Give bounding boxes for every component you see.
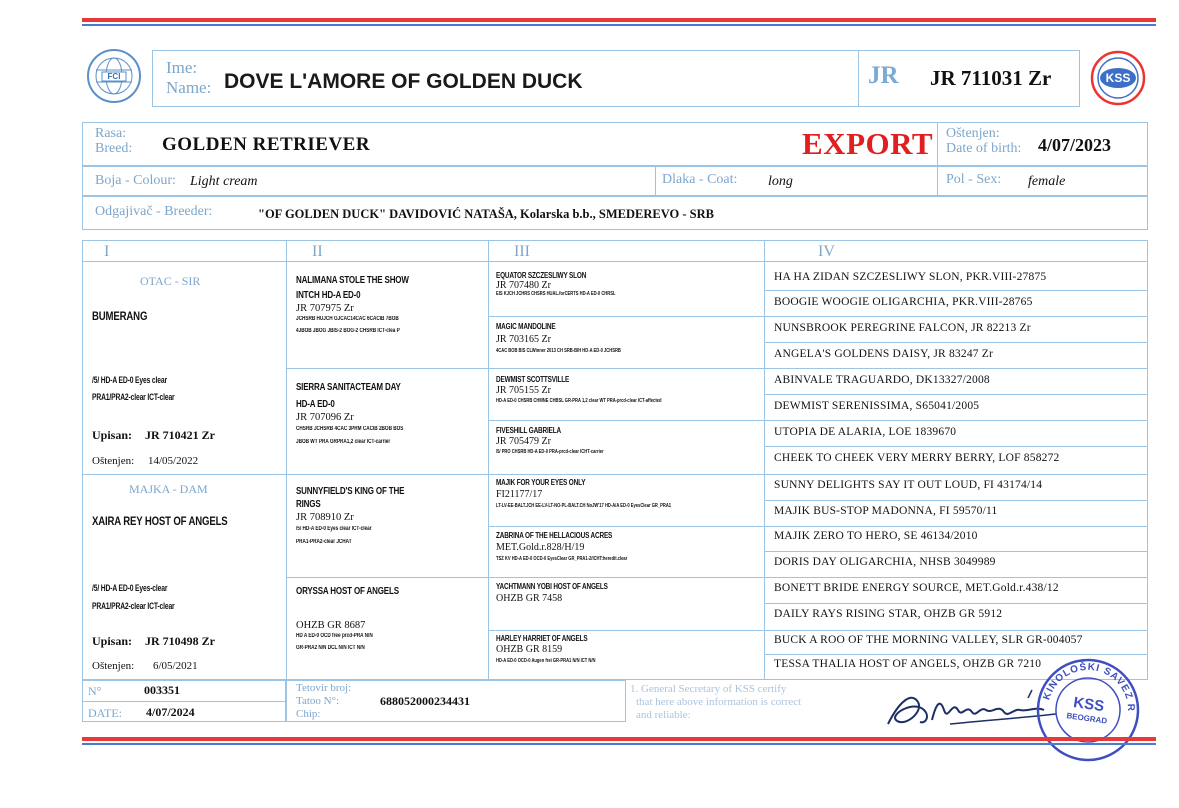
gen4-line-11 — [764, 551, 1148, 552]
gen4-ancestor-12: DORIS DAY OLIGARCHIA, NHSB 3049989 — [774, 556, 996, 568]
gen2-cell-1 — [296, 275, 486, 334]
gen3-1-name: EQUATOR SZCZESLIWY SLON — [496, 271, 587, 280]
gen3-8-name: HARLEY HARRIET OF ANGELS — [496, 634, 588, 643]
sire-born-label: Oštenjen: — [92, 455, 135, 467]
gen4-ancestor-3: NUNSBROOK PEREGRINE FALCON, JR 82213 Zr — [774, 322, 1031, 334]
gen4-ancestor-9: SUNNY DELIGHTS SAY IT OUT LOUD, FI 43174/14 — [774, 479, 1043, 491]
breed-label-local: Rasa: — [95, 126, 127, 141]
gen3-cell-7 — [496, 582, 762, 604]
gen4-line-14 — [764, 630, 1148, 631]
gen2-4-reg: OHZB GR 8687 — [296, 620, 366, 631]
gen3-1-reg: JR 707480 Zr — [496, 280, 551, 291]
gen3-cell-6 — [496, 531, 762, 562]
kss-logo-text: KSS — [1105, 71, 1131, 85]
gen4-ancestor-4: ANGELA'S GOLDENS DAISY, JR 83247 Zr — [774, 348, 994, 360]
gen2-3-reg: JR 708910 Zr — [296, 512, 354, 523]
gen2-3-name1: SUNNYFIELD'S KING OF THE — [296, 486, 405, 497]
gen4-line-8 — [764, 474, 1148, 475]
export-stamp: EXPORT — [802, 126, 934, 161]
gen3-cell-1 — [496, 271, 762, 297]
column-header-2: II — [312, 243, 323, 260]
tattoo-label-3: Chip: — [296, 708, 321, 720]
name-label-local: Ime: — [166, 58, 198, 77]
gen4-line-7 — [764, 446, 1148, 447]
dam-born-label: Oštenjen: — [92, 660, 135, 672]
dob-label-en: Date of birth: — [946, 141, 1022, 156]
dob-divider — [937, 122, 938, 166]
gen4-ancestor-8: CHEEK TO CHEEK VERY MERRY BERRY, LOF 858272 — [774, 452, 1060, 464]
gen2-2-reg: JR 707096 Zr — [296, 412, 354, 423]
gen3-3-name: DEWMIST SCOTTSVILLE — [496, 375, 570, 384]
gen2-3-title1: /5/ HD-A ED-0 Eyes clear ICT-clear — [296, 526, 372, 532]
bottom-stripe-blue — [82, 743, 1156, 745]
col-divider-3 — [764, 240, 765, 680]
gen4-ancestor-1: HA HA ZIDAN SZCZESLIWY SLON, PKR.VIII-27875 — [774, 271, 1047, 283]
gen2-4-title1: HD A ED-0 OCD free prcd-PRA N/N — [296, 633, 373, 639]
top-stripe-blue — [82, 24, 1156, 26]
gen4-line-9 — [764, 500, 1148, 501]
kss-stamp — [1027, 649, 1149, 771]
gen3-2-reg: JR 703165 Zr — [496, 334, 551, 345]
number-label: N° — [88, 684, 102, 698]
column-header-1: I — [104, 243, 110, 260]
gen3-2-title: 4CAC BOB BIS CLWinner 2013 CH SRB-BIH HD-A ED-0 JCHSRB — [496, 348, 621, 354]
kss-logo — [1090, 50, 1146, 106]
colour-label: Boja - Colour: — [95, 173, 176, 188]
gen2-2-title2: JBOB WT PRA GRPRA1,2 clear ICT-carrier — [296, 439, 391, 445]
sire-name: BUMERANG — [92, 309, 148, 323]
coat-label: Dlaka - Coat: — [662, 172, 738, 187]
gen4-ancestor-16: TESSA THALIA HOST OF ANGELS, OHZB GR 7210 — [774, 658, 1042, 670]
gen3-4-name: FIVESHILL GABRIELA — [496, 426, 561, 435]
gen2-1-name2: INTCH HD-A ED-0 — [296, 290, 361, 301]
gen3-5-reg: FI21177/17 — [496, 489, 543, 500]
column-header-3: III — [514, 243, 530, 260]
gen3-cell-8 — [496, 634, 762, 664]
dam-reg-label: Upisan: — [92, 634, 133, 648]
tattoo-label-2: Tatoo N°: — [296, 695, 340, 707]
gen3-3-reg: JR 705155 Zr — [496, 385, 551, 396]
certify-line-3: and reliable: — [636, 709, 691, 721]
dam-reg: JR 710498 Zr — [145, 634, 215, 648]
gen3-1-title: EIS KJCH JCHRS CHSRS HUAL.forCERTS HD-A ED-0 CHRSL — [496, 291, 616, 297]
gen3-line-1 — [488, 316, 766, 317]
gen3-5-name: MAJIK FOR YOUR EYES ONLY — [496, 478, 586, 487]
col-divider-1 — [286, 240, 287, 680]
sex-label: Pol - Sex: — [946, 172, 1002, 187]
sire-reg: JR 710421 Zr — [145, 428, 215, 442]
gen2-2-name2: HD-A ED-0 — [296, 399, 335, 410]
gen3-line-7 — [488, 630, 766, 631]
gen4-ancestor-7: UTOPIA DE ALARIA, LOE 1839670 — [774, 426, 957, 438]
gen4-ancestor-13: BONETT BRIDE ENERGY SOURCE, MET.Gold.r.438/12 — [774, 582, 1059, 594]
dob-value: 4/07/2023 — [1038, 135, 1112, 155]
dog-name: DOVE L'AMORE OF GOLDEN DUCK — [224, 70, 583, 93]
gen4-line-3 — [764, 342, 1148, 343]
gen2-4-title2: GR-PRA2 N/N DCL N/N ICT N/N — [296, 645, 365, 651]
gen4-ancestor-2: BOOGIE WOOGIE OLIGARCHIA, PKR.VIII-28765 — [774, 296, 1033, 308]
column-header-4: IV — [818, 243, 835, 260]
number-value: 003351 — [144, 683, 180, 697]
gen1-split — [82, 474, 288, 475]
gen3-4-title: /5/ PRO CHSRB HD-A ED-0 PRA-prcd-clear ICHT-carrier — [496, 449, 604, 455]
top-stripe-red — [82, 18, 1156, 22]
gen3-cell-5 — [496, 478, 762, 509]
col-header-line — [82, 261, 1148, 262]
gen2-2-name1: SIERRA SANITACTEAM DAY — [296, 382, 401, 393]
gen4-line-2 — [764, 316, 1148, 317]
dam-born: 6/05/2021 — [153, 660, 198, 672]
gen4-line-12 — [764, 577, 1148, 578]
gen2-line-1 — [286, 368, 490, 369]
gen3-line-3 — [488, 420, 766, 421]
gen3-line-5 — [488, 526, 766, 527]
dam-name: XAIRA REY HOST OF ANGELS — [92, 514, 228, 528]
reg-prefix: JR — [868, 62, 899, 89]
gen4-ancestor-15: BUCK A ROO OF THE MORNING VALLEY, SLR GR-004057 — [774, 634, 1083, 646]
breed-label-en: Breed: — [95, 141, 133, 156]
dam-health-2: PRA1/PRA2-clear ICT-clear — [92, 601, 175, 611]
sire-reg-label: Upisan: — [92, 428, 133, 442]
coat-value: long — [768, 174, 793, 189]
gen3-7-reg: OHZB GR 7458 — [496, 593, 563, 604]
gen2-cell-2 — [296, 382, 486, 445]
date-value: 4/07/2024 — [146, 705, 195, 719]
sire-health-1: /5/ HD-A ED-0 Eyes clear — [92, 375, 167, 385]
stamp-center-kss: KSS — [1072, 693, 1106, 716]
breed-value: GOLDEN RETRIEVER — [162, 134, 371, 155]
gen4-ancestor-11: MAJIK ZERO TO HERO, SE 46134/2010 — [774, 530, 978, 542]
gen3-6-reg: MET.Gold.r.828/H/19 — [496, 542, 585, 553]
stamp-ring-text: KINOLOŠKI SAVEZ REPUBLIKE — [1041, 661, 1137, 713]
gen4-line-5 — [764, 394, 1148, 395]
gen2-cell-3 — [296, 486, 486, 545]
date-label: DATE: — [88, 706, 122, 720]
gen3-cell-4 — [496, 426, 762, 455]
gen3-6-name: ZABRINA OF THE HELLACIOUS ACRES — [496, 531, 613, 540]
bottom-stripe-red — [82, 737, 1156, 741]
gen2-1-title1: JCHSRB HUJCH GJCAC14CAC 6CACIB 7BOB — [296, 316, 399, 322]
dam-health-1: /5/ HD-A ED-0 Eyes-clear — [92, 583, 168, 593]
reg-number: JR 711031 Zr — [930, 66, 1052, 90]
gen2-line-2 — [286, 474, 490, 475]
colour-divider-1 — [655, 166, 656, 196]
fci-logo-text: FCI — [107, 72, 121, 81]
gen4-ancestor-6: DEWMIST SERENISSIMA, S65041/2005 — [774, 400, 980, 412]
gen2-2-title1: CHSRB JCHSRB 4CAC 3PRM CACIB 2BOB BOS — [296, 426, 404, 432]
tattoo-label-1: Tetovir broj: — [296, 682, 352, 694]
stamp-center-city: BEOGRAD — [1065, 711, 1108, 726]
gen2-1-title2: 4JBOB JBOG JBIS-2 BOG-2 CHSRB ICT-clea P — [296, 328, 400, 334]
gen2-1-reg: JR 707975 Zr — [296, 303, 354, 314]
breeder-value: "OF GOLDEN DUCK" DAVIDOVIĆ NATAŠA, Kolarska b.b., SMEDEREVO - SRB — [258, 207, 714, 221]
gen4-line-13 — [764, 603, 1148, 604]
gen4-ancestor-5: ABINVALE TRAGUARDO, DK13327/2008 — [774, 374, 990, 386]
chip-value: 688052000234431 — [380, 694, 470, 708]
name-box-divider — [858, 50, 859, 107]
sire-health-2: PRA1/PRA2-clear ICT-clear — [92, 392, 175, 402]
gen3-8-title: HD-A ED-0 OCD-0 Augen frei GR-PRA1 N/N ICT N/N — [496, 658, 596, 664]
certify-line-2: that here above information is correct — [636, 696, 802, 708]
gen3-2-name: MAGIC MANDOLINE — [496, 322, 556, 331]
gen3-6-title: TSZ KV HD-A ED-0 OCD-0 EyesClear GR_PRA1-2/ICHT:heredit.clear — [496, 556, 628, 562]
colour-value: Light cream — [190, 174, 258, 189]
gen3-3-title: HD-A ED-0 CHSRB CHMNE CHBSL GR-PRA 1,2 clear WT PRA-prcd-clear ICT-affected — [496, 398, 662, 404]
sire-role: OTAC - SIR — [140, 274, 201, 288]
gen2-3-name2: RINGS — [296, 499, 321, 510]
colour-divider-2 — [937, 166, 938, 196]
dob-label-local: Oštenjen: — [946, 126, 1000, 141]
gen4-line-4 — [764, 368, 1148, 369]
gen3-4-reg: JR 705479 Zr — [496, 436, 551, 447]
gen4-line-6 — [764, 420, 1148, 421]
gen4-ancestor-14: DAILY RAYS RISING STAR, OHZB GR 5912 — [774, 608, 1003, 620]
dam-role: MAJKA - DAM — [129, 482, 208, 496]
fci-logo — [86, 48, 142, 104]
sex-value: female — [1028, 174, 1066, 189]
gen2-1-name1: NALIMANA STOLE THE SHOW — [296, 275, 409, 286]
gen2-4-name1: ORYSSA HOST OF ANGELS — [296, 586, 399, 597]
certify-line-1: 1. General Secretary of KSS certify — [630, 683, 787, 695]
name-label-en: Name: — [166, 78, 212, 97]
gen3-cell-3 — [496, 375, 762, 404]
gen2-line-3 — [286, 577, 490, 578]
gen3-line-4 — [488, 474, 766, 475]
col-divider-2 — [488, 240, 489, 680]
gen2-3-title2: PRA1-PRA2-clear JCHAT — [296, 539, 352, 545]
gen4-line-10 — [764, 526, 1148, 527]
gen4-ancestor-10: MAJIK BUS-STOP MADONNA, FI 59570/11 — [774, 505, 998, 517]
gen3-7-name: YACHTMANN YOBI HOST OF ANGELS — [496, 582, 608, 591]
gen4-line-1 — [764, 290, 1148, 291]
gen3-line-2 — [488, 368, 766, 369]
gen3-8-reg: OHZB GR 8159 — [496, 644, 563, 655]
number-box-split — [82, 701, 286, 702]
gen3-5-title: LT-LV-EE-BALT.JCH EE-LV-LT-NO-PL-BALT.CH NoJW'17 HD-A/A ED-0 EyesClear GR_PRA1 — [496, 503, 672, 509]
sire-born: 14/05/2022 — [148, 455, 199, 467]
breeder-label: Odgajivač - Breeder: — [95, 204, 213, 219]
gen2-cell-4 — [296, 586, 486, 651]
gen3-line-6 — [488, 577, 766, 578]
gen3-cell-2 — [496, 322, 762, 354]
